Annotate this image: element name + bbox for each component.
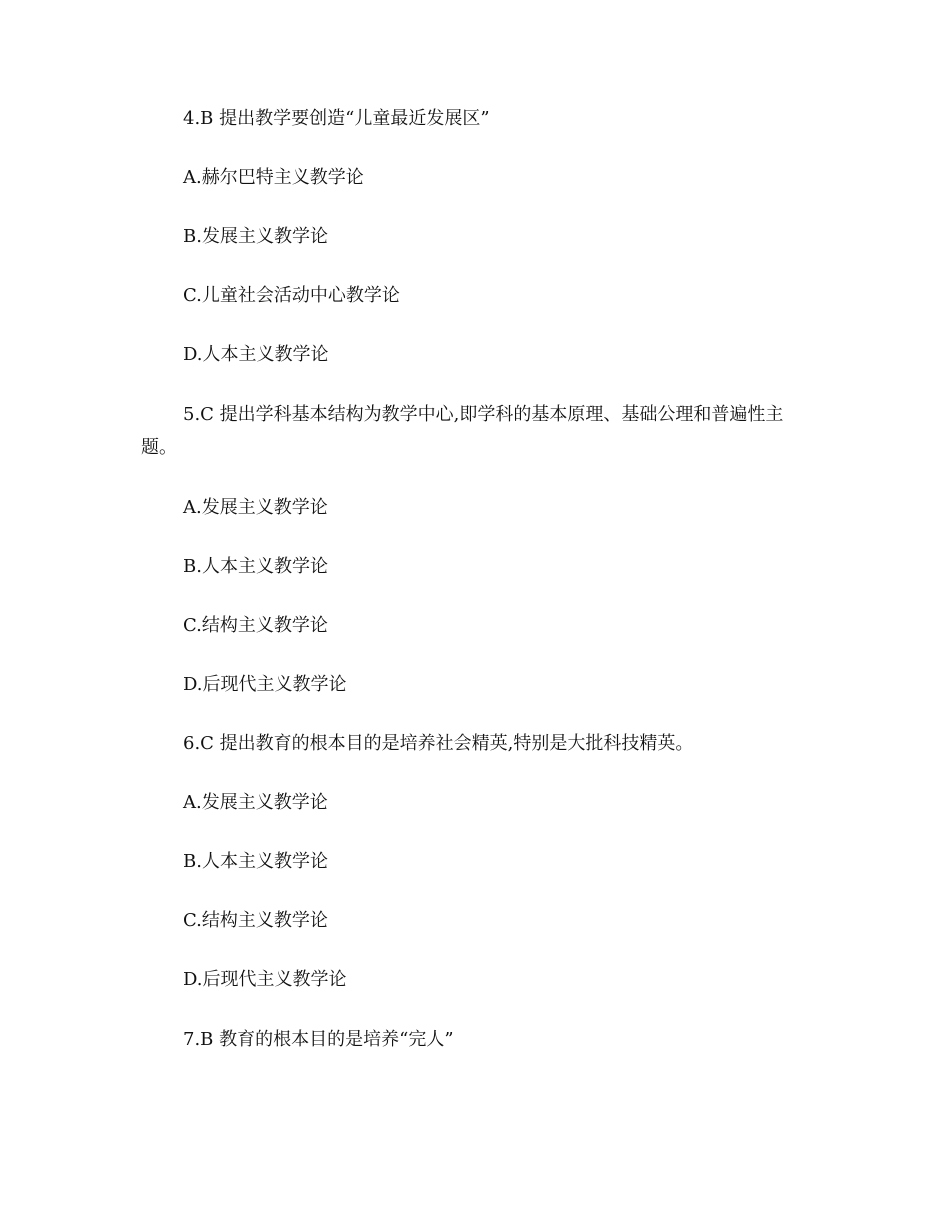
question-5-stem-line-2: 题。 xyxy=(141,437,177,458)
question-5-stem-line-1: 5.C 提出学科基本结构为教学中心,即学科的基本原理、基础公理和普遍性主 xyxy=(183,404,784,425)
question-6-option-a: A.发展主义教学论 xyxy=(183,792,328,813)
question-6-stem: 6.C 提出教育的根本目的是培养社会精英,特别是大批科技精英。 xyxy=(183,733,694,754)
question-4-option-b: B.发展主义教学论 xyxy=(183,226,328,247)
question-6-option-d: D.后现代主义教学论 xyxy=(183,969,347,990)
question-4-option-a: A.赫尔巴特主义教学论 xyxy=(183,167,364,188)
question-6-option-b: B.人本主义教学论 xyxy=(183,851,328,872)
question-4-stem: 4.B 提出教学要创造“儿童最近发展区” xyxy=(183,108,490,129)
question-4-option-c: C.儿童社会活动中心教学论 xyxy=(183,285,400,306)
question-5-option-c: C.结构主义教学论 xyxy=(183,615,328,636)
question-5-option-a: A.发展主义教学论 xyxy=(183,497,328,518)
question-7-stem: 7.B 教育的根本目的是培养“完人” xyxy=(183,1029,454,1050)
question-6-option-c: C.结构主义教学论 xyxy=(183,910,328,931)
question-4-option-d: D.人本主义教学论 xyxy=(183,344,329,365)
question-5-option-b: B.人本主义教学论 xyxy=(183,556,328,577)
question-5-option-d: D.后现代主义教学论 xyxy=(183,674,347,695)
